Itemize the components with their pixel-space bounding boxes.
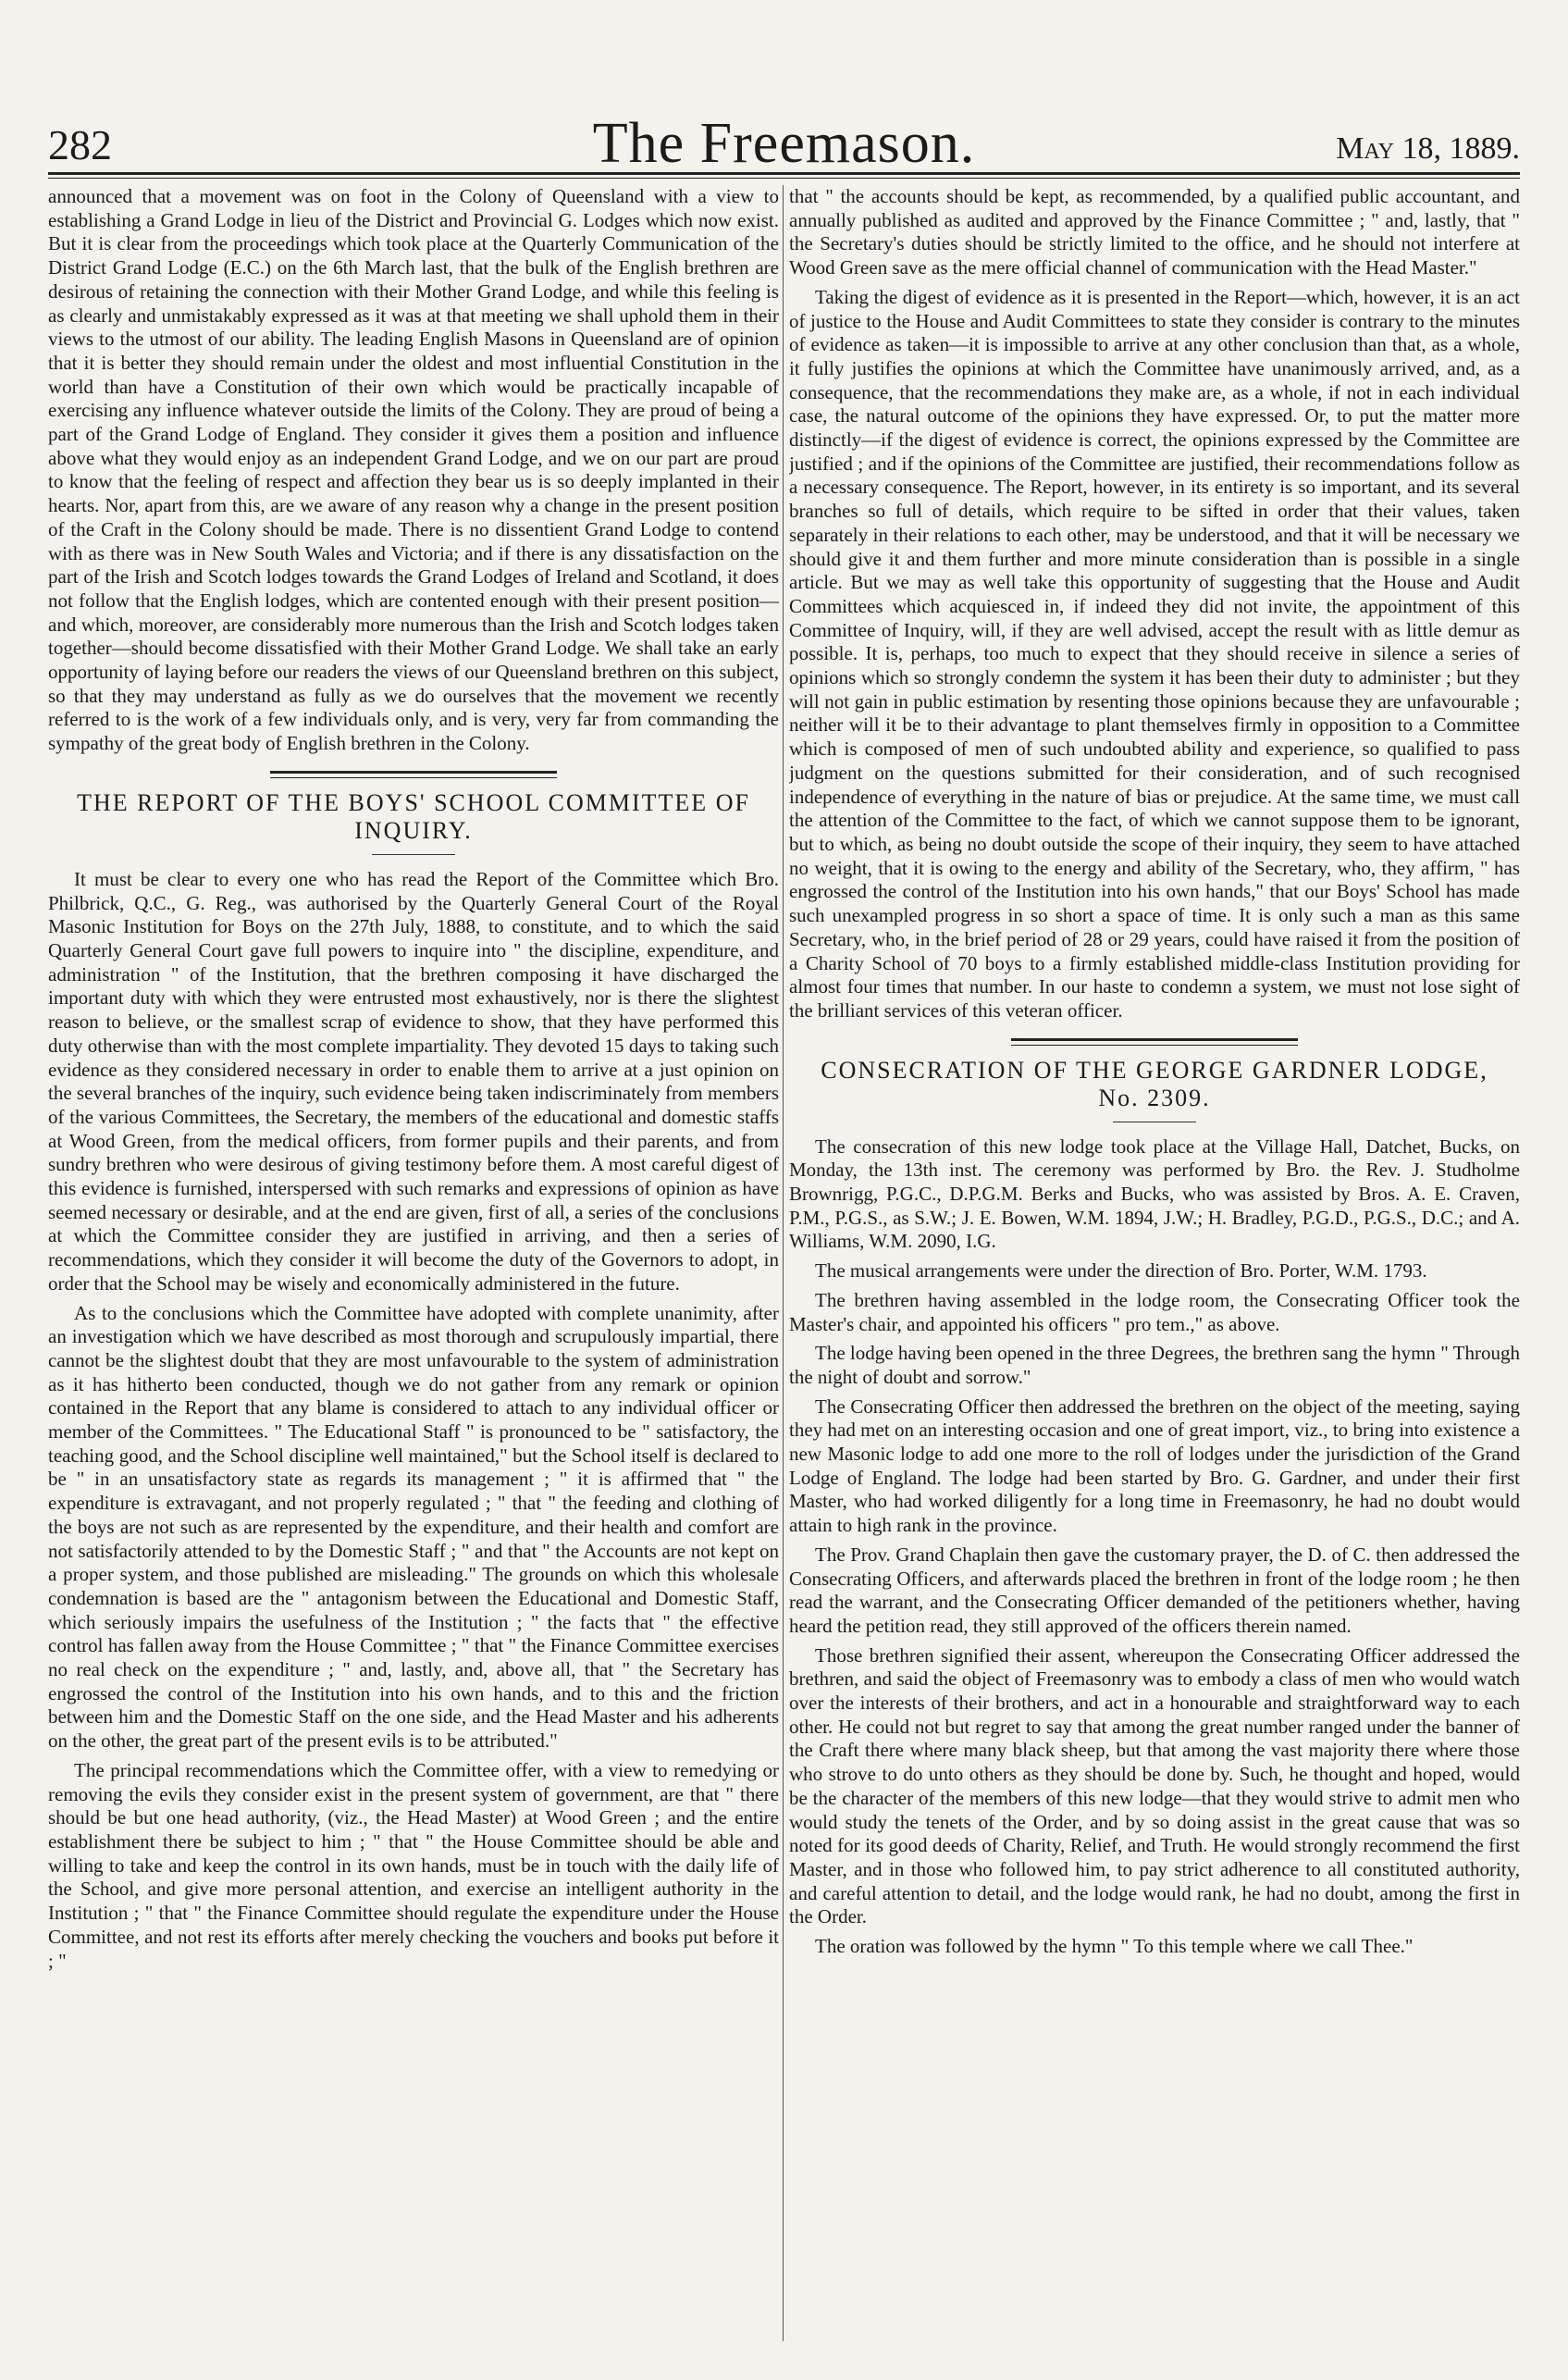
article-paragraph: The oration was followed by the hymn " To this temple where we call Thee." [815, 1935, 1414, 1958]
column-divider [783, 185, 784, 2341]
section-divider [270, 771, 557, 778]
right-column [789, 185, 1520, 2350]
article-paragraph: The principal recommendations which the Committee offer, with a view to remedying or removing the evils they consider exist in the present system of government, are that " there should be but one head authority, (viz., the Head Master) at Wood Green ; and the entire establishment there be subject to him ; " that " the House Committee should be able and willing to take and keep the control in its own hands, must be in touch with the daily life of the School, and give more personal attention, and exercise an intelligent authority in the Institution ; " that " the Finance Committee should regulate the expenditure under the House Committee, and not rest its efforts after merely checking the vouchers and books put before it ; " [48, 1758, 779, 1972]
article-paragraph: The Prov. Grand Chaplain then gave the customary prayer, the D. of C. then addressed the Consecrating Officers, and afterwards placed the brethren in front of the lodge room ; he then read the warrant, and the Consecrating Officer demanded of the petitioners whether, having heard the petition read, they still approved of the officers therein named. [789, 1543, 1520, 1637]
article-headline: CONSECRATION OF THE GEORGE GARDNER LODGE, No. 2309. [821, 1056, 1488, 1111]
left-column [48, 185, 779, 2350]
article-paragraph: It must be clear to every one who has read the Report of the Committee which Bro. Philbrick, Q.C., G. Reg., was authorised by the Quarterly General Court of the Royal Masonic Institution for Boys on the 27th July, 1888, to constitute, and to which the said Quarterly General Court gave full powers to inquire into " the discipline, expenditure, and administration " of the Institution, that the brethren composing it have discharged the important duty with which they were entrusted most exhaustively, nor is there the slightest reason to believe, or the smallest scrap of evidence to show, that they have performed this duty otherwise than with the most complete impartiality. They devoted 15 days to taking such evidence as they considered necessary in order to enable them to arrive at a just opinion on the several branches of the inquiry, such evidence being taken indiscriminately from members of the various Committees, the Secretary, the members of the educational and domestic staffs at Wood Green, from the medical officers, from former pupils and their parents, and from sundry brethren who were desirous of giving testimony before them. A most careful digest of this evidence is furnished, interspersed with such remarks and expressions of opinion as have seemed necessary or desirable, and at the end are given, first of all, a series of the conclusions at which the Committee consider they are justified in arriving, and then a series of recommendations, which they consider it will become the duty of the Governors to adopt, in order that the School may be wisely and economically administered in the future. [48, 867, 779, 1295]
section-divider [1011, 1038, 1298, 1046]
masthead-rule [48, 172, 1520, 175]
article-paragraph: As to the conclusions which the Committee have adopted with complete unanimity, after an investigation which we have described as most thorough and scrupulously impartial, there cannot be the slightest doubt that they are most unfavourable to the system of administration as it has hitherto been conducted, though we do not gather from any remark or opinion contained in the Report that any blame is considered to attach to any individual officer or member of the Committees. " The Educational Staff " is pronounced to be " satisfactory, the teaching good, and the School discipline well maintained," but the School itself is declared to be " in an unsatisfactory state as regards its management ; " it is affirmed that " the expenditure is extravagant, and not properly regulated ; " that " the feeding and clothing of the boys are not such as are represented by the expenditure, and their health and comfort are not satisfactorily attended to by the Domestic Staff ; " and that " the Accounts are not kept on a proper system, and those published are misleading." The grounds on which this wholesale condemnation is based are the " antagonism between the Educational and Domestic Staff, which seriously impairs the usefulness of the Institution ; " the facts that " the effective control has fallen away from the House Committee ; " that " the Finance Committee exercises no real check on the expenditure ; " and, lastly, and, above all, that " the Secretary has engrossed the control of the Institution into his own hands, and to this and the friction between him and the Domestic Staff on the one side, and the Head Master and his adherents on the other, the great part of the present evils is to be attributed." [48, 1301, 779, 1753]
masthead-rule-thin [48, 178, 1520, 179]
masthead [48, 111, 1520, 194]
headline-rule [372, 854, 455, 855]
paper-title: The Freemason. [592, 112, 976, 175]
article-headline: THE REPORT OF THE BOYS' SCHOOL COMMITTEE OF INQUIRY. [77, 788, 750, 844]
article-paragraph: The consecration of this new lodge took place at the Village Hall, Datchet, Bucks, on Monday, the 13th inst. The ceremony was performed by Bro. the Rev. J. Studholme Brownrigg, P.G.C., D.P.G.M. Berks and Bucks, who was assisted by Bros. A. E. Craven, P.M., P.G.S., as S.W.; J. E. Bowen, W.M. 1894, J.W.; H. Bradley, P.G.D., P.G.S., D.C.; and A. Williams, W.M. 2090, I.G. [789, 1134, 1520, 1253]
article-paragraph: Taking the digest of evidence as it is presented in the Report—which, however, it is an act of justice to the House and Audit Committees to state they consider is contrary to the minutes of evidence as taken—it is impossible to arrive at any other conclusion than that, as a whole, it fully justifies the opinions at which the Committee have unanimously arrived, and, as a consequence, that the recommendations they make are, as a whole, if not in each individual case, the natural outcome of the opinions they have expressed. Or, to put the matter more distinctly—if the digest of evidence is correct, the opinions expressed by the Committee are justified ; and if the opinions of the Committee are justified, their recommendations follow as a necessary consequence. The Report, however, in its entirety is so important, and its several branches so full of details, which require to be sifted in order that their values, taken separately in their relations to each other, may be understood, and that it will be necessary we should give it and them further and more minute consideration than is possible in a single article. But we may as well take this opportunity of suggesting that the House and Audit Committees which acquiesced in, if indeed they did not invite, the appointment of this Committee of Inquiry, will, if they are well advised, accept the result with as little demur as possible. It is, perhaps, too much to expect that they should receive in silence a series of opinions which so strongly condemn the system it has been their duty to administer ; but they will not gain in public estimation by resenting those opinions because they are unfavourable ; neither will it be to their advantage to plant themselves firmly in opposition to a Committee which is composed of men of such undoubted ability and experience, so qualified to pass judgment on the questions submitted for their consideration, and of such recognised independence of everything in the nature of bias or prejudice. At the same time, we must call the attention of the Committee to the fact, of which we cannot suppose them to be ignorant, but to which, as being no doubt outside the scope of their inquiry, they seem to have attached no weight, that it is owing to the energy and ability of the Secretary, who, they affirm, " has engrossed the control of the Institution into his own hands," that our Boys' School has made such unexampled progress in so short a space of time. It is only such a man as this same Secretary, who, in the brief period of 28 or 29 years, could have raised it from the position of a Charity School of 70 boys to a firmly established middle-class Institution providing for almost four times that number. In our haste to condemn a system, we must not lose sight of the brilliant services of this veteran officer. [789, 285, 1520, 1022]
article-paragraph: Those brethren signified their assent, whereupon the Consecrating Officer addressed the brethren, and said the object of Freemasonry was to embody a class of men who would watch over the interests of their brothers, and act in a honourable and straightforward way to each other. He could not but regret to say that among the great number ranged under the banner of the Craft there where many black sheep, but that among the vast majority there where those who strove to do unto others as they should be done by. Such, he thought and hoped, would be the character of the members of this new lodge—that they would strive to admit men who would study the tenets of the Order, and by so doing assist in the great cause that was so noted for its good deeds of Charity, Relief, and Truth. He would strongly recommend the first Master, and in those who followed him, to pay strict adherence to all constituted authority, and careful attention to detail, and the lodge would rank, he had no doubt, among the first in the Order. [789, 1643, 1520, 1928]
article-paragraph: announced that a movement was on foot in the Colony of Queensland with a view to establishing a Grand Lodge in lieu of the District and Provincial G. Lodges which now exist. But it is clear from the proceedings which took place at the Quarterly Communication of the District Grand Lodge (E.C.) on the 6th March last, that the bulk of the English brethren are desirous of retaining the connection with their Mother Grand Lodge, and while this feeling is as clearly and unmistakably expressed as it was at that meeting we shall uphold them in their views to the utmost of our ability. The leading English Masons in Queensland are of opinion that it is better they should remain under the oldest and most influential Constitution in the world than have a Constitution of their own which would be practically incapable of exercising any influence whatever outside the limits of the Colony. They are proud of being a part of the Grand Lodge of England. They consider it gives them a position and influence above what they would enjoy as an independent Grand Lodge, and we on our part are proud to know that the feeling of respect and affection they bear us is so deeply implanted in their hearts. Nor, apart from this, are we aware of any reason why a change in the present position of the Craft in the Colony should be made. There is no dissentient Grand Lodge to contend with as there was in New South Wales and Victoria; and if there is any dissatisfaction on the part of the Irish and Scotch lodges towards the Grand Lodges of Ireland and Scotland, it does not follow that the English lodges, which are contented enough with their present position—and which, moreover, are considerably more numerous than the Irish and Scotch lodges taken together—should become dissatisfied with their Mother Grand Lodge. We shall take an early opportunity of laying before our readers the views of our Queensland brethren on this subject, so that they may understand as fully as we do ourselves that the movement we recently referred to is the work of a few individuals only, and is very, very far from commanding the sympathy of the great body of English brethren in the Colony. [48, 185, 779, 755]
issue-date: May 18, 1889. [1336, 131, 1520, 166]
article-paragraph: The Consecrating Officer then addressed the brethren on the object of the meeting, saying they had met on an interesting occasion and one of great import, viz., to bring into existence a new Masonic lodge to add one more to the roll of lodges under the jurisdiction of the Grand Lodge of England. The lodge had been started by Bro. G. Gardner, and under their first Master, who had worked diligently for a long time in Freemasonry, he had no doubt would attain to high rank in the province. [789, 1395, 1520, 1537]
page-number: 282 [48, 121, 112, 168]
article-paragraph: The brethren having assembled in the lodge room, the Consecrating Officer took the Master's chair, and appointed his officers " pro tem.," as above. [789, 1288, 1520, 1335]
article-paragraph: that " the accounts should be kept, as recommended, by a qualified public accountant, and annually published as audited and approved by the Finance Committee ; " and, lastly, that " the Secretary's duties should be strictly limited to the office, and he should not interfere at Wood Green save as the mere official channel of communication with the Head Master." [789, 185, 1520, 279]
article-paragraph: The lodge having been opened in the three Degrees, the brethren sang the hymn " Through the night of doubt and sorrow." [789, 1342, 1520, 1388]
article-paragraph: The musical arrangements were under the direction of Bro. Porter, W.M. 1793. [815, 1259, 1427, 1283]
